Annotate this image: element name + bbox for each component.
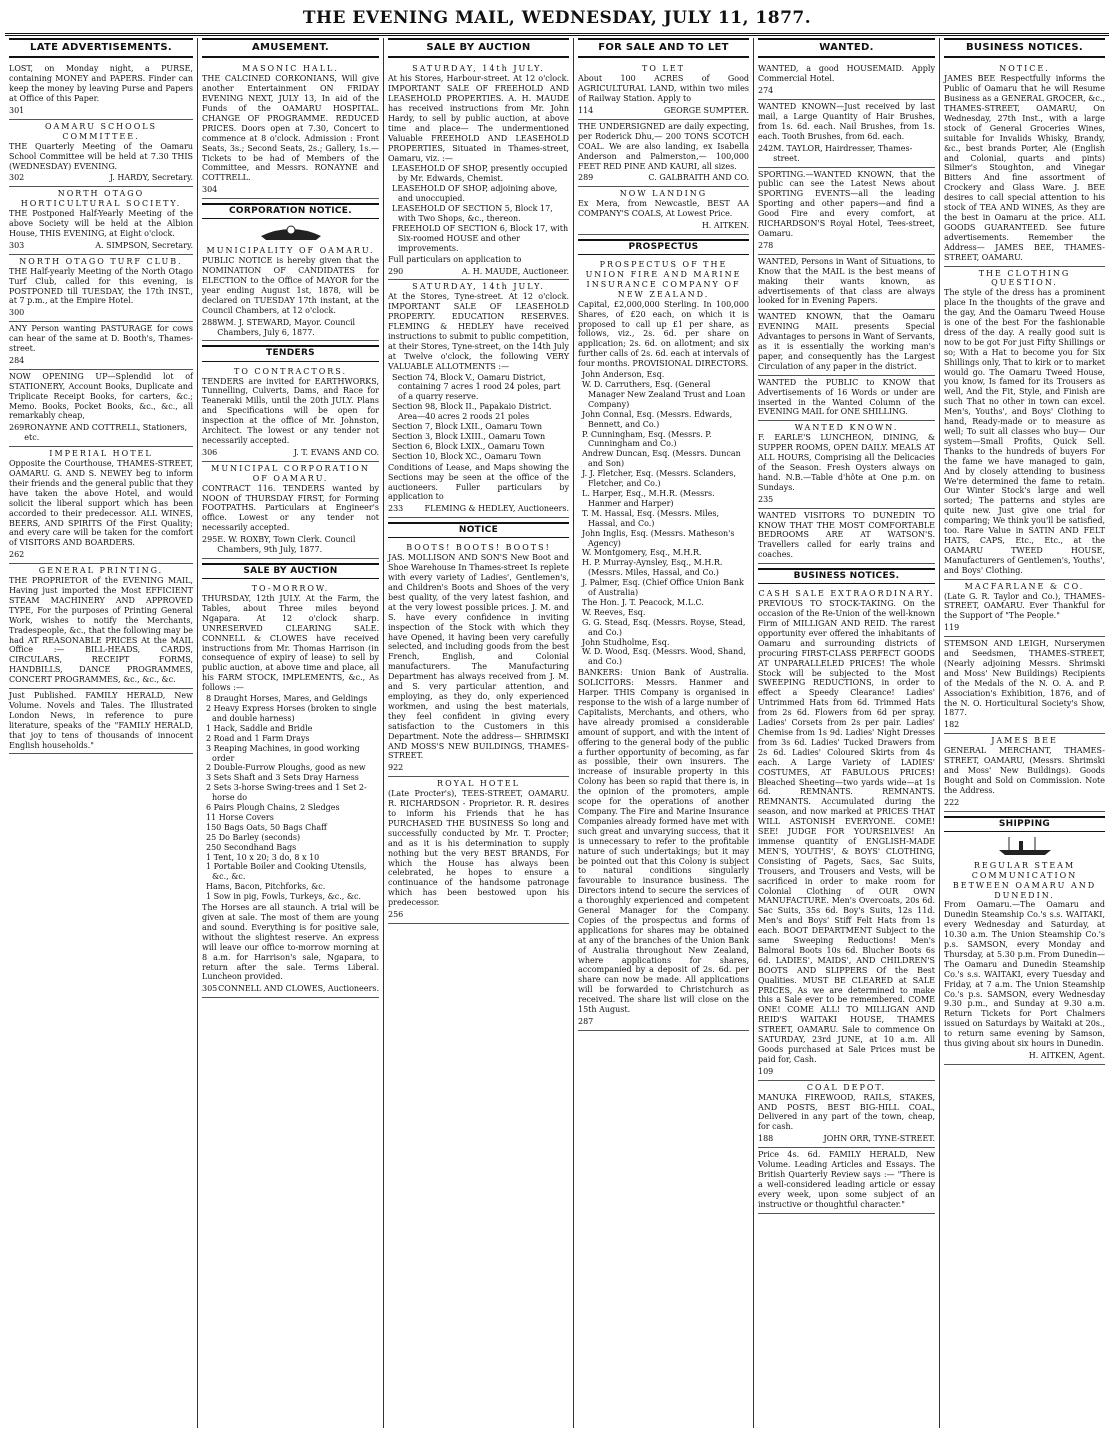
ad-item: 3 Sets Shaft and 3 Sets Dray Harness bbox=[206, 773, 359, 783]
ad-signature: FLEMING & HEDLEY, Auctioneers. bbox=[424, 504, 569, 514]
ad-item: Section 3, Block LXIII., Oamaru Town bbox=[392, 432, 546, 442]
column bbox=[574, 38, 754, 1428]
ad-item: 1 Sow in pig, Fowls, Turkeys, &c., &c. bbox=[206, 892, 361, 902]
advertisement bbox=[944, 637, 1105, 734]
ad-body: LOST, on Monday night, a PURSE, containing MONEY and PAPERS. Finder can keep the money by leaving Purse and Papers at Office of this Paper. bbox=[9, 64, 193, 104]
ad-signature: J. HARDY, Secretary. bbox=[109, 173, 193, 183]
advertisement bbox=[202, 582, 379, 998]
advertisement bbox=[944, 580, 1105, 638]
ad-item: W. Montgomery, Esq., M.H.R. bbox=[582, 548, 702, 558]
advertisement bbox=[758, 62, 935, 100]
ad-body: PUBLIC NOTICE is hereby given that the NOMINATION OF CANDIDATES for ELECTION to the Office of MAYOR for the year ending August 1st, 1878, will be declared on TUESDAY 17th instant, at the Council Chambers, at 12 o'clock. bbox=[202, 256, 379, 315]
ad-title: BOOTS! BOOTS! BOOTS! bbox=[406, 543, 551, 553]
ad-item: J. J. Fletcher, Esq. (Messrs. Sclanders, Fletcher, and Co.) bbox=[582, 469, 736, 489]
ad-item: 3 Reaping Machines, in good working order bbox=[206, 743, 360, 763]
column bbox=[5, 38, 198, 1428]
ad-signature: A. H. MAUDE, Auctioneer. bbox=[461, 266, 569, 276]
ad-item: 8 Draught Horses, Mares, and Geldings bbox=[206, 694, 368, 704]
ad-item: LEASEHOLD OF SHOP, adjoining above, and unoccupied. bbox=[392, 184, 558, 204]
ad-number: 305 bbox=[202, 984, 218, 994]
column bbox=[940, 38, 1109, 1428]
ad-body: CONTRACT 116. TENDERS wanted by NOON of THURSDAY FIRST, for Forming FOOTPATHS. Particulars at Engineer's office. Lowest or any tender not necessarily accepted. bbox=[202, 483, 379, 533]
ad-body: THE Quarterly Meeting of the Oamaru School Committee will be held at 7.30 THIS (WEDNESDAY) EVENING. bbox=[9, 141, 193, 171]
ad-tail: Full particulars on application to bbox=[388, 254, 522, 264]
ad-signature-row bbox=[944, 1051, 1105, 1061]
ad-item: LEASEHOLD OF SHOP, presently occupied by Mr. Edwards, Chemist. bbox=[392, 164, 568, 184]
ad-item: John Connal, Esq. (Messrs. Edwards, Bennett, and Co.) bbox=[582, 409, 733, 429]
ad-title: IMPERIAL HOTEL bbox=[49, 449, 153, 459]
ad-item: L. Harper, Esq., M.H.R. (Messrs. Hanmer and Harper) bbox=[582, 488, 715, 508]
ad-item: 6 Pairs Plough Chains, 2 Sledges bbox=[206, 803, 340, 813]
ad-signature-row bbox=[388, 267, 569, 277]
advertisement bbox=[9, 564, 193, 689]
ad-item: 1 Hack, Saddle and Bridle bbox=[206, 723, 313, 733]
ad-number: 303 bbox=[9, 240, 25, 250]
ad-signature-row bbox=[202, 185, 379, 195]
advertisement bbox=[9, 187, 193, 254]
ad-item: 2 Double-Furrow Ploughs, good as new bbox=[206, 763, 366, 773]
ad-signature-row bbox=[202, 318, 379, 338]
ad-item: Hams, Bacon, Pitchforks, &c. bbox=[206, 882, 326, 892]
ad-signature-row bbox=[388, 910, 569, 920]
ad-number: 119 bbox=[944, 623, 960, 633]
ad-signature: A. SIMPSON, Secretary. bbox=[95, 240, 193, 250]
ad-number: 300 bbox=[9, 308, 25, 318]
ad-body: Capital, £2,000,000 Sterling. In 100,000 Shares, of £20 each, on which it is proposed to call up £1 per share, as follows, viz., 2s. 6d. per share on application; 2s. 6d. on allotment; and six further calls of 2s. 6d. each at intervals of four months. PROVISIONAL DIRECTORS. bbox=[578, 299, 749, 369]
advertisement bbox=[388, 62, 569, 280]
ad-body: TENDERS are invited for EARTHWORKS, Tunnelling, Culverts, Dams, and Race for Teaneraki Mills, until the 20th JULY. Plans and Specifications will be open for inspection at the office of Mr. Johnston, Architect. The lowest or any tender not necessarily accepted. bbox=[202, 376, 379, 445]
ad-signature-row bbox=[578, 173, 749, 183]
ad-item-list bbox=[578, 370, 749, 667]
column-heading: SALE BY AUCTION bbox=[388, 38, 569, 58]
ad-signature: M. TAYLOR, Hairdresser, Thames-street. bbox=[773, 143, 913, 163]
ad-signature-row bbox=[758, 1134, 935, 1144]
ad-signature-row bbox=[9, 423, 193, 443]
ad-item: J. Palmer, Esq. (Chief Office Union Bank of Australia) bbox=[582, 578, 744, 598]
ad-body: About 100 ACRES of Good AGRICULTURAL LAND, within two miles of Railway Station. Apply to bbox=[578, 74, 749, 104]
ad-body: THE Half-yearly Meeting of the North Otago Turf Club, called for this evening, is POSTPONED till TUESDAY, the 17th INST., at 7 p.m., at the Empire Hotel. bbox=[9, 266, 193, 306]
ad-body: WANTED the PUBLIC to KNOW that Advertisements of 16 Words or under are inserted in the Wanted Column of the EVENING MAIL for ONE SHILLING. bbox=[758, 377, 935, 417]
ad-body: PREVIOUS TO STOCK-TAKING. On the occasion of the Re-Union of the well-known Firm of MILLIGAN AND REID. The rarest opportunity ever offered the inhabitants of Oamaru and surrounding districts of procuring FIRST-CLASS PERFECT GOODS AT UNPARALLELED PRICES! The whole Stock will be subjected to the Most SWEEPING REDUCTIONS, in order to effect a Speedy Clearance! Ladies' Untrimmed Hats from 6d. Trimmed Hats from 2s 6d. Flowers from 6d per spray. Ladies' Corsets from 2s per pair. Ladies' Chemise from 1s 9d. Ladies' Night Dresses from 3s 6d. Ladies' Tucked Drawers from 2s 6d. Ladies' Coloured Skirts from 4s each. A Large Variety of LADIES' COSTUMES, AT FABULOUS PRICES! Bleached Sheeting—two yards wide—at 1s 6d. REMNANTS. REMNANTS. REMNANTS. Accumulated during the season, and now marked at PRICES THAT WILL ASTONISH EVERYONE. COME! SEE! JUDGE FOR YOURSELVES! An immense quantity of ENGLISH-MADE MEN'S, YOUTHS', & BOYS' CLOTHING, Consisting of Pagets, Sacs, Sac Suits, Trousers, and Trousers and Vests, will be sacrificed in order to make room for Colonial Clothing of OUR OWN MANUFACTURE. Men's Overcoats, 20s 6d. Sac Suits, 35s 6d. Boy's Suits, 12s 11d. Men's and Boys' Stiff Felt Hats from 1s each. BOOT DEPARTMENT Subject to the same Sweeping Reductions! Men's Balmoral Boots 10s 6d. Blucher Boots 6s 6d. LADIES', MAIDS', AND CHILDREN'S BOOTS AND SLIPPERS Of the Best Qualities. MUST BE CLEARED at SALE PRICES, As we are determined to make this a Sale ever to be remembered. COME ONE! COME ALL! TO MILLIGAN AND REID'S WAITAKI HOUSE, THAMES STREET, OAMARU. Sale to commence On SATURDAY, 23rd JUNE, at 10 a.m. All Goods purchased at Sale Prices must be paid for, Cash. bbox=[758, 599, 935, 1064]
ad-item: John Studholme, Esq. bbox=[582, 637, 670, 647]
ad-signature-row bbox=[202, 535, 379, 555]
ad-body: THE Postponed Half-Yearly Meeting of the above Society will be held at the Albion House, THIS EVENING, at Eight o'clock. bbox=[9, 209, 193, 238]
ad-signature-row bbox=[758, 1067, 935, 1077]
ad-signature-row bbox=[9, 106, 193, 116]
ad-number: 188 bbox=[758, 1134, 774, 1144]
ad-number: 222 bbox=[944, 797, 960, 807]
advertisement bbox=[9, 447, 193, 564]
advertisement bbox=[578, 258, 749, 1031]
column-heading: BUSINESS NOTICES. bbox=[944, 38, 1105, 58]
ad-number: 278 bbox=[758, 240, 774, 250]
ad-body: SPORTING.—WANTED KNOWN, that the public can see the Latest News about SPORTING EVENTS—all the leading Sporting and other papers—and find a Good Fire and every comfort, at RICHARDSON'S Royal Hotel, Tees-street, Oamaru. bbox=[758, 169, 935, 238]
advertisement bbox=[202, 244, 379, 341]
ad-title: THE CLOTHING QUESTION. bbox=[978, 268, 1071, 288]
advertisement bbox=[758, 509, 935, 565]
ad-body: MANUKA FIREWOOD, RAILS, STAKES, AND POSTS, BEST BIG-HILL COAL, Delivered in any part of the town, cheap, for cash. bbox=[758, 1092, 935, 1132]
ad-signature: CONNELL AND CLOWES, Auctioneers. bbox=[218, 984, 379, 994]
advertisement bbox=[578, 62, 749, 120]
ad-item-list bbox=[388, 164, 569, 253]
column-heading: FOR SALE AND TO LET bbox=[578, 38, 749, 58]
ad-item: 250 Secondhand Bags bbox=[206, 842, 297, 852]
ad-signature: H. AITKEN, Agent. bbox=[1028, 1051, 1105, 1061]
advertisement bbox=[944, 62, 1105, 266]
ad-body: NOW OPENING UP—Splendid lot of STATIONERY, Account Books, Duplicate and Triplicate Receipt Books, for carters, &c.; Memo. Books, Pocket Books, &c., &c., all remarkably cheap, bbox=[9, 371, 193, 421]
ad-body: Price 4s. 6d. FAMILY HERALD, New Volume. Leading Articles and Essays. The British Quarterly Review says :— "There is a well-considered leading article or essay every week, upon some subject of an instructive or thoughtful character." bbox=[758, 1150, 935, 1209]
advertisement bbox=[758, 1081, 935, 1148]
ad-signature-row bbox=[758, 241, 935, 251]
ad-number: 284 bbox=[9, 355, 25, 365]
ad-body: (Late Procter's), TEES-STREET, OAMARU. R. RICHARDSON - Proprietor. R. R. desires to inform his Friends that he has PURCHASED THE BUSINESS So long and successfully conducted by Mr. T. Procter; and as it is his determination to supply nothing but the very BEST BRANDS, For which the House has always been celebrated, he hopes to ensure a continuance of the handsome patronage which has been bestowed upon his predecessor. bbox=[388, 789, 569, 908]
advertisement bbox=[578, 120, 749, 187]
ad-signature-row bbox=[944, 798, 1105, 808]
ad-number: 301 bbox=[9, 106, 25, 116]
ad-title: REGULAR STEAM COMMUNICATION BETWEEN OAMARU AND DUNEDIN. bbox=[952, 860, 1097, 900]
ad-signature: JOHN ORR, TYNE-STREET. bbox=[823, 1134, 935, 1144]
ad-signature-row bbox=[9, 241, 193, 251]
section-heading: SHIPPING bbox=[944, 816, 1105, 832]
ad-signature-row bbox=[578, 221, 749, 231]
ad-item: H. P. Murray-Aynsley, Esq., M.H.R. (Messrs. Miles, Hassal, and Co.) bbox=[582, 558, 723, 578]
ad-title: MUNICIPAL CORPORATION OF OAMARU. bbox=[211, 463, 370, 483]
ad-tail: BANKERS: Union Bank of Australia. SOLICITORS: Messrs. Hanmer and Harper. THIS Company is organised in response to the wish of a large number of Capitalists, Merchants, and others, who have already promised a considerable amount of support, and with the intent of offering to the general body of the public a further opportunity of becoming, as far as possible, their own insurers. The increase of insurable property in this Colony has been so rapid that there is, in the opinion of the promoters, ample scope for the operations of another Company. The Fire and Marine Insurance Companies already formed have met with such great and unvarying success, that it is unnecessary to refer to the profitable nature of such undertakings; but it may be pointed out that this Colony is subject to natural conditions singularly favourable to insurance business. The Directors intend to secure the services of a thoroughly experienced and competent General Manager for the Company. Copies of the prospectus and forms of applications for shares may be obtained at any of the branches of the Union Bank of Australia throughout New Zealand, where applications for shares, accompanied by a deposit of 2s. 6d. per share can now be made. All applications will be forwarded to Christchurch as received. The share list will close on the 15th August. bbox=[578, 668, 749, 1015]
ad-item: LEASEHOLD OF SECTION 5, Block 17, with Two Shops, &c., thereon. bbox=[392, 204, 553, 223]
ad-body: The style of the dress has a prominent place In the thoughts of the grave and the gay, And the Oamaru Tweed House is one of the best For the fashionable dress of the day. A really good suit is now to be got For just Fifty Shillings or so; With a Hat to become you for Six Shillings only, That to kirk or to market would go. The Oamaru Tweed House, you know, Is famed for its Trousers as well, And the Fit, Style, and Finish are such That no other in town can excel. Men's, Youths', and Boys' Clothing to hand, Ready-made or to measure as well; To suit all classes who buy— Our system—Small Profits, Quick Sell. Thanks to the hundreds of buyers For the fame we have managed to gain, And by closely attending to business We're determined the fame to retain. Our Winter Stock's large and well sorted; The patterns and styles are quite new. Just give one trial for comparing; We think you'll be satisfied, too. Rare Value in SATIN AND FELT HATS, CAPS, Etc., Etc., at the OAMARU TWEED HOUSE, Manufacturers of Gentlemen's, Youths', and Boys' Clothing. bbox=[944, 288, 1105, 575]
column bbox=[384, 38, 574, 1428]
ad-body: From Oamaru.—The Oamaru and Dunedin Steamship Co.'s s.s. WAITAKI, every Wednesday and Saturday, at 10.30 a.m. The Union Steamship Co.'s p.s. SAMSON, every Monday and Thursday, at 5.30 p.m. From Dunedin—The Oamaru and Dunedin Steamship Co.'s s.s. WAITAKI, every Tuesday and Friday, at 7 a.m. The Union Steamship Co.'s p.s. SAMSON, every Wednesday 9.30 p.m., and Sunday at 9.30 a.m. Return Tickets for Port Chalmers issued on Saturdays by Waitaki at 20s., to return same evening by Samson, thus giving about six hours in Dunedin. bbox=[944, 900, 1105, 1049]
ad-title: ROYAL HOTEL bbox=[437, 779, 520, 789]
ad-title: TO LET bbox=[642, 64, 685, 74]
column bbox=[198, 38, 384, 1428]
ad-item: Section 10, Block XC., Oamaru Town bbox=[392, 451, 542, 461]
masthead: THE EVENING MAIL, WEDNESDAY, JULY 11, 1877. bbox=[302, 8, 812, 28]
ad-number: 290 bbox=[388, 266, 404, 276]
ad-signature-row bbox=[9, 308, 193, 318]
ad-body: Opposite the Courthouse, THAMES-STREET, OAMARU. G. AND S. NEWEY beg to inform their friends and the general public that they have taken the above Hotel, and would solicit the liberal support which has been accorded to their predecessor. ALL WINES, BEERS, AND SPIRITS Of the First Quality; and every care will be taken for the comfort of VISITORS AND BOARDERS. bbox=[9, 459, 193, 548]
ad-signature-row bbox=[202, 448, 379, 458]
ad-signature-row bbox=[202, 984, 379, 994]
ad-title: PROSPECTUS OF THE UNION FIRE AND MARINE INSURANCE COMPANY OF NEW ZEALAND. bbox=[585, 260, 742, 299]
ad-body: JAMES BEE Respectfully informs the Public of Oamaru that he will Resume Business as a GENERAL GROCER, &c., THAMES-STREET, OAMARU, On Wednesday, 27th Inst., with a large stock of General Groceries Wines, suitable for Invalids Whisky, Brandy, &c., best brands Porter, Ale (English and Colonial, quarts and pints) Silmer's Stoughton, and Vinegar Bitters And fine assortment of Crockery and Glass Ware. J. BEE desires to call special attention to his stock of TEA AND WINES, As they are the best in Oamaru at the price. ALL GOODS GUARANTEED. See future advertisements. Remember the Address— JAMES BEE, THAMES-STREET, OAMARU. bbox=[944, 74, 1105, 262]
advertisement bbox=[758, 100, 935, 167]
ad-title: TO-MORROW. bbox=[251, 584, 330, 594]
advertisement bbox=[758, 255, 935, 311]
ad-item: W. D. Wood, Esq. (Messrs. Wood, Shand, and Co.) bbox=[582, 647, 746, 667]
ad-signature: C. GALBRAITH AND CO. bbox=[648, 173, 749, 183]
ad-signature: WM. J. STEWARD, Mayor. Council Chambers, July 6, 1877. bbox=[217, 317, 356, 337]
ad-item: 11 Horse Covers bbox=[206, 812, 274, 822]
ad-body: At his Stores, Harbour-street. At 12 o'clock. IMPORTANT SALE OF FREEHOLD AND LEASEHOLD PROPERTIES. A. H. MAUDE has received instructions from Mr. John Hardy, to sell by public auction, at above time and place— The undermentioned Valuable FREEHOLD AND LEASEHOLD PROPERTIES, Situated in Thames-street, Oamaru, viz. :— bbox=[388, 74, 569, 163]
steamship-icon bbox=[995, 835, 1055, 857]
ad-tail: Conditions of Lease, and Maps showing the Sections may be seen at the office of the auctioneers. Fuller particulars by application to bbox=[388, 462, 569, 502]
ad-item: The Hon. J. T. Peacock, M.L.C. bbox=[582, 597, 704, 607]
ad-item: FREEHOLD OF SECTION 6, Block 17, with Six-roomed HOUSE and other improvements. bbox=[392, 223, 569, 253]
ad-body: STEMSON AND LEIGH, Nurserymen and Seedsmen, THAMES-STREET, (Nearly adjoining Messrs. Shrimski and Moss' New Buildings) Recipients of the Medals of the N. O. A. and P. Association's Exhibition, 1876, and of the N. O. Horticultural Society's Show, 1877. bbox=[944, 639, 1105, 718]
ad-signature: RONAYNE AND COTTRELL, Stationers, etc. bbox=[24, 423, 188, 443]
ad-body: (Late G. R. Taylor and Co.), THAMES-STREET, OAMARU. Ever Thankful for the Support of "The People." bbox=[944, 591, 1105, 621]
ad-number: 233 bbox=[388, 504, 404, 514]
ad-signature-row bbox=[388, 763, 569, 773]
advertisement bbox=[9, 120, 193, 187]
ad-body: WANTED VISITORS TO DUNEDIN TO KNOW THAT THE MOST COMFORTABLE BEDROOMS ARE AT WATSON'S. Travellers called for early trains and coaches. bbox=[758, 510, 935, 560]
ad-signature-row bbox=[944, 720, 1105, 730]
advertisement bbox=[202, 62, 379, 199]
ad-number: 302 bbox=[9, 173, 25, 183]
ad-item: 150 Bags Oats, 50 Bags Chaff bbox=[206, 822, 327, 832]
masthead-rule bbox=[5, 33, 1109, 36]
ad-item-list bbox=[202, 694, 379, 902]
ad-signature-row bbox=[758, 86, 935, 96]
ad-signature-row bbox=[9, 173, 193, 183]
ad-item: Section 98, Block II., Papakaio District. Area—40 acres 2 roods 21 poles bbox=[392, 402, 552, 422]
ad-item: W. D. Carruthers, Esq. (General Manager New Zealand Trust and Loan Company) bbox=[582, 380, 746, 409]
ad-number: 262 bbox=[9, 550, 25, 560]
ad-title: NORTH OTAGO TURF CLUB. bbox=[19, 256, 183, 266]
ad-item: John Anderson, Esq. bbox=[582, 370, 665, 380]
ad-body: ANY Person wanting PASTURAGE for cows can hear of the same at D. Booth's, Thames-street. bbox=[9, 324, 193, 354]
ad-title: MACFARLANE & CO. bbox=[964, 581, 1085, 591]
advertisement bbox=[944, 859, 1105, 1065]
ad-title: MUNICIPALITY OF OAMARU. bbox=[206, 246, 375, 256]
ad-number: 235 bbox=[758, 494, 774, 504]
ad-body: Just Published. FAMILY HERALD, New Volume. Novels and Tales. The Illustrated London News, in reference to pure literature, speaks of the "FAMILY HERALD, that joy to tens of thousands of innocent English households." bbox=[9, 691, 193, 750]
advertisement bbox=[388, 280, 569, 518]
ad-body: WANTED KNOWN, that the Oamaru EVENING MAIL presents Special Advantages to persons in Want of Servants, as it is essentially the working man's paper, and consequently has the Largest Circulation of any paper in the district. bbox=[758, 312, 935, 371]
ad-title: GENERAL PRINTING. bbox=[38, 566, 164, 576]
ad-number: 269 bbox=[9, 423, 25, 433]
coat-of-arms-icon bbox=[256, 222, 326, 242]
column-heading: LATE ADVERTISEMENTS. bbox=[9, 38, 193, 58]
columns bbox=[5, 38, 1109, 1428]
section-heading: CORPORATION NOTICE. bbox=[202, 203, 379, 219]
advertisement bbox=[944, 734, 1105, 811]
ad-body: THE PROPRIETOR of the EVENING MAIL, Having just imported the Most EFFICIENT STEAM MACHINERY AND APPROVED TYPE, For the purposes of Printing General Work, wishes to notify the Merchants, Tradespeople, &c., that the following may be had AT REASONABLE PRICES At the MAIL Office :— BILL-HEADS, CARDS, CIRCULARS, RECEIPT FORMS, HANDBILLS, DANCE PROGRAMMES, CONCERT PROGRAMMES, &c., &c., &c. bbox=[9, 576, 193, 685]
advertisement bbox=[388, 541, 569, 777]
advertisement bbox=[388, 777, 569, 924]
ad-number: 242 bbox=[758, 143, 774, 153]
ad-item: Andrew Duncan, Esq. (Messrs. Duncan and Son) bbox=[582, 449, 741, 469]
section-heading: NOTICE bbox=[388, 522, 569, 538]
section-heading: SALE BY AUCTION bbox=[202, 563, 379, 579]
ad-item: 25 Do Barley (seconds) bbox=[206, 832, 301, 842]
ad-item: 2 Road and 1 Farm Drays bbox=[206, 733, 310, 743]
ad-item: John Inglis, Esq. (Messrs. Matheson's Agency) bbox=[582, 528, 735, 548]
ad-signature-row bbox=[944, 623, 1105, 633]
ad-body: WANTED, a good HOUSEMAID. Apply Commercial Hotel. bbox=[758, 64, 935, 84]
ad-signature-row bbox=[9, 356, 193, 366]
ad-signature: GEORGE SUMPTER. bbox=[663, 106, 749, 116]
ad-body: At the Stores, Tyne-street. At 12 o'clock. IMPORTANT SALE OF LEASEHOLD PROPERTY. EDUCATION RESERVES. FLEMING & HEDLEY have received instructions to submit to public competition, at their Stores, Tyne-street, on the 14th July at Twelve o'clock, the following VERY VALUABLE ALLOTMENTS :— bbox=[388, 292, 569, 371]
ad-item: Section 6, Block LXIX., Oamaru Town bbox=[392, 441, 545, 451]
ad-signature-row bbox=[388, 504, 569, 514]
ad-number: 288 bbox=[202, 317, 218, 327]
ad-signature: H. AITKEN. bbox=[701, 221, 749, 231]
ad-item: T. M. Hassal, Esq. (Messrs. Miles, Hassal, and Co.) bbox=[582, 508, 720, 528]
advertisement bbox=[9, 370, 193, 447]
ad-title: NOW LANDING bbox=[619, 189, 708, 199]
ad-signature-row bbox=[9, 550, 193, 560]
ad-number: 114 bbox=[578, 106, 594, 116]
ad-item: 1 Tent, 10 x 20; 3 do, 8 x 10 bbox=[206, 852, 320, 862]
ad-body: THURSDAY, 12th JULY. At the Farm, the Tables, about Three miles beyond Ngapara. At 12 o'clock sharp. UNRESERVED CLEARING SALE. CONNELL & CLOWES have received instructions from Mr. Thomas Harrison (in consequence of expiry of lease) to sell by public auction, at above time and place, all his FARM STOCK, IMPLEMENTS, &c., As follows :— bbox=[202, 594, 379, 693]
ad-item: Section 7, Block LXII., Oamaru Town bbox=[392, 422, 542, 432]
ad-title: MASONIC HALL. bbox=[242, 64, 339, 74]
advertisement bbox=[9, 689, 193, 754]
ad-signature: J. T. EVANS AND CO. bbox=[293, 447, 379, 457]
ad-number: 109 bbox=[758, 1066, 774, 1076]
ad-title: NOTICE. bbox=[999, 64, 1050, 74]
ad-number: 306 bbox=[202, 447, 218, 457]
ad-signature: E. W. ROXBY, Town Clerk. Council Chambers, 9th July, 1877. bbox=[217, 535, 356, 555]
ad-title: TO CONTRACTORS. bbox=[233, 366, 348, 376]
ad-number: 922 bbox=[388, 763, 404, 773]
ad-item: Section 74, Block V., Oamaru District, containing 7 acres 1 rood 24 poles, part of a quarry reserve. bbox=[392, 372, 561, 402]
ad-item: G. G. Stead, Esq. (Messrs. Royse, Stead, and Co.) bbox=[582, 617, 746, 637]
advertisement bbox=[758, 376, 935, 422]
ad-body: JAS. MOLLISON AND SON'S New Boot and Shoe Warehouse In Thames-street Is replete with every variety of Ladies', Gentlemen's, and Children's Boots and Shoes of the very best quality, of the very latest fashion, and at the very lowest possible prices. J. M. and S. have every confidence in inviting inspection of the Stock with which they have Opened, it having been very carefully selected, and including goods from the best French, English, and Colonial manufacturers. The Manufacturing Department has always received from J. M. and S. very particular attention, and employing, as they do, only experienced workmen, and using the best materials, they feel confident in giving every satisfaction to the Customers in this Department. Note the address— SHRIMSKI AND MOSS'S NEW BUILDINGS, THAMES-STREET. bbox=[388, 553, 569, 761]
ad-body: THE UNDERSIGNED are daily expecting, per Roderick Dhu,— 200 TONS SCOTCH COAL. We are also landing, ex Isabella Anderson and Palmerston,— 100,000 FEET RED PINE AND KAURI, all sizes. bbox=[578, 121, 749, 171]
column bbox=[754, 38, 940, 1428]
ad-body: WANTED, Persons in Want of Situations, to Know that the MAIL is the best means of making their wants known, as advertisements of that class are always looked for in Evening Papers. bbox=[758, 256, 935, 306]
section-heading: TENDERS bbox=[202, 345, 379, 361]
ad-item: W. Reeves, Esq. bbox=[582, 607, 646, 617]
advertisement bbox=[202, 365, 379, 462]
ad-title: WANTED KNOWN. bbox=[794, 423, 899, 433]
ad-signature-row bbox=[578, 1017, 749, 1027]
ad-title: SATURDAY, 14th JULY. bbox=[412, 64, 545, 74]
ad-number: 287 bbox=[578, 1017, 594, 1027]
ad-signature-row bbox=[578, 106, 749, 116]
ad-signature-row bbox=[758, 144, 935, 164]
ad-title: SATURDAY, 14th JULY. bbox=[412, 282, 545, 292]
ad-number: 256 bbox=[388, 910, 404, 920]
advertisement bbox=[9, 255, 193, 322]
ad-body: F. EARLE'S LUNCHEON, DINING, & SUPPER ROOMS, OPEN DAILY. MEALS AT ALL HOURS, Comprising all the Delicacies of the Season. Fresh Oysters always on hand. N.B.—Table d'hôte at One p.m. on Sundays. bbox=[758, 433, 935, 492]
advertisement bbox=[9, 62, 193, 120]
ad-item-list bbox=[388, 373, 569, 462]
ad-number: 274 bbox=[758, 86, 774, 96]
advertisement bbox=[578, 187, 749, 235]
advertisement bbox=[758, 310, 935, 375]
advertisement bbox=[758, 168, 935, 255]
advertisement bbox=[9, 322, 193, 370]
section-heading: BUSINESS NOTICES. bbox=[758, 568, 935, 584]
advertisement bbox=[758, 587, 935, 1080]
ad-body: GENERAL MERCHANT, THAMES-STREET, OAMARU, (Messrs. Shrimski and Moss' New Buildings). Goods Bought and Sold on Commission. Note the Address. bbox=[944, 746, 1105, 795]
ad-title: NORTH OTAGO HORTICULTURAL SOCIETY. bbox=[20, 189, 182, 209]
column-heading: WANTED. bbox=[758, 38, 935, 58]
ad-number: 304 bbox=[202, 185, 218, 195]
ad-number: 289 bbox=[578, 173, 594, 183]
column-heading: AMUSEMENT. bbox=[202, 38, 379, 58]
ad-title: CASH SALE EXTRAORDINARY. bbox=[758, 589, 935, 599]
ad-title: COAL DEPOT. bbox=[806, 1082, 887, 1092]
ad-body: Ex Mera, from Newcastle, BEST AA COMPANY'S COALS, At Lowest Price. bbox=[578, 199, 749, 219]
advertisement bbox=[758, 1148, 935, 1213]
advertisement bbox=[202, 462, 379, 559]
ad-title: JAMES BEE bbox=[991, 736, 1058, 746]
ad-body: WANTED KNOWN—Just received by last mail, a Large Quantity of Hair Brushes, from 1s. 6d. each. Nail Brushes, from 1s. each. Tooth Brushes, from 6d. each. bbox=[758, 102, 935, 141]
ad-signature-row bbox=[758, 495, 935, 505]
advertisement bbox=[944, 267, 1105, 580]
ad-title: OAMARU SCHOOLS COMMITTEE. bbox=[44, 121, 158, 141]
ad-item: 1 Portable Boiler and Cooking Utensils, &c., &c. bbox=[206, 862, 367, 882]
ad-body: THE CALCINED CORKONIANS, Will give another Entertainment ON FRIDAY EVENING NEXT, JULY 13, In aid of the Funds of the OAMARU HOSPITAL. CHANGE OF PROGRAMME. REDUCED PRICES. Doors open at 7.30, Concert to commence at 8 o'clock. Admission : Front Seats, 3s.; Second Seats, 2s.; Gallery, 1s.— Tickets to be had of Members of the Committee, and Messrs. RONAYNE and COTTRELL. bbox=[202, 74, 379, 183]
ad-item: P. Cunningham, Esq. (Messrs. P. Cunningham and Co.) bbox=[582, 429, 712, 449]
ad-item: 2 Sets 3-horse Swing-trees and 1 Set 2-horse do bbox=[206, 783, 367, 803]
ad-number: 295 bbox=[202, 535, 218, 545]
ad-item: 2 Heavy Express Horses (broken to single and double harness) bbox=[206, 703, 377, 723]
advertisement bbox=[758, 421, 935, 508]
section-heading: PROSPECTUS bbox=[578, 239, 749, 255]
ad-tail: The Horses are all staunch. A trial will be given at sale. The most of them are young and sound. Everything is for positive sale, without the slightest reserve. An express will leave our office to-morrow morning at 8 a.m. for Harrison's sale, Ngapara, to return after the sale. Terms Liberal. Luncheon provided. bbox=[202, 903, 379, 982]
ad-number: 182 bbox=[944, 720, 960, 730]
